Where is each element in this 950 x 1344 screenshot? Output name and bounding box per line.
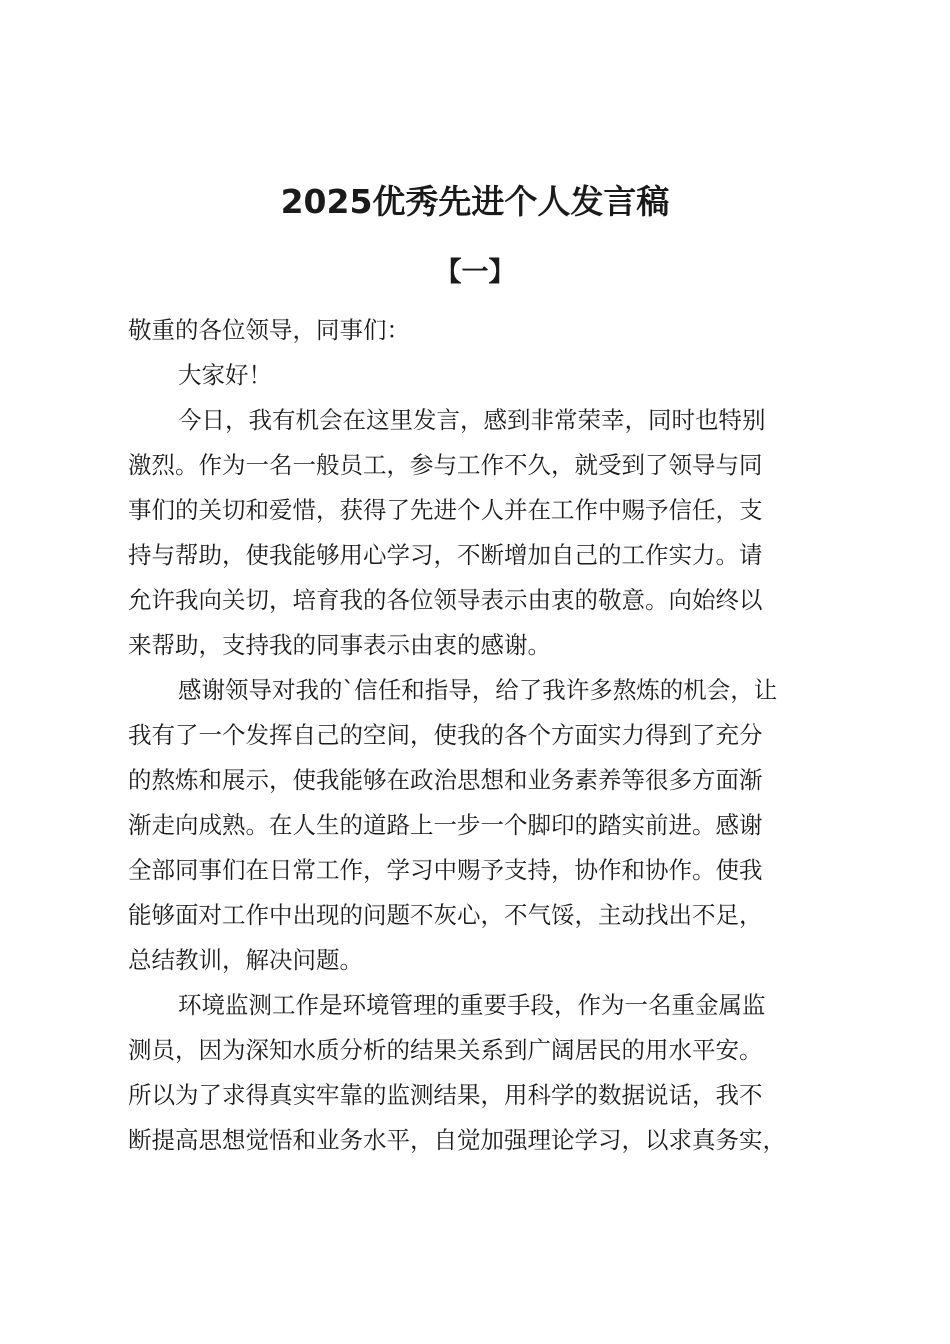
- text-line: 全部同事们在日常工作，学习中赐予支持，协作和协作。使我: [128, 856, 763, 884]
- text-line: 今日，我有机会在这里发言，感到非常荣幸，同时也特别: [178, 406, 766, 434]
- text-line: 感谢领导对我的`信任和指导，给了我许多熬炼的机会，让: [178, 676, 778, 704]
- document-body: [128, 308, 840, 1163]
- document-title: 2025优秀先进个人发言稿: [280, 182, 670, 221]
- text-line: 断提高思想觉悟和业务水平，自觉加强理论学习，以求真务实，: [128, 1126, 786, 1154]
- text-line: 总结教训，解决问题。: [128, 946, 363, 974]
- text-line: 测员，因为深知水质分析的结果关系到广阔居民的用水平安。: [128, 1036, 763, 1064]
- text-line: 激烈。作为一名一般员工，参与工作不久，就受到了领导与同: [128, 451, 763, 479]
- text-line: 环境监测工作是环境管理的重要手段，作为一名重金属监: [178, 991, 766, 1019]
- text-line: 渐走向成熟。在人生的道路上一步一个脚印的踏实前进。感谢: [128, 811, 763, 839]
- text-line: 大家好！: [178, 361, 272, 389]
- text-line: 持与帮助，使我能够用心学习，不断增加自己的工作实力。请: [128, 541, 763, 569]
- text-line: 所以为了求得真实牢靠的监测结果，用科学的数据说话，我不: [128, 1081, 763, 1109]
- text-line: 事们的关切和爱惜，获得了先进个人并在工作中赐予信任，支: [128, 496, 763, 524]
- text-line: 来帮助，支持我的同事表示由衷的感谢。: [128, 631, 551, 659]
- text-line: 能够面对工作中出现的问题不灰心，不气馁，主动找出不足，: [128, 901, 763, 929]
- salutation: 敬重的各位领导，同事们：: [128, 316, 410, 344]
- text-line: 的熬炼和展示，使我能够在政治思想和业务素养等很多方面渐: [128, 766, 763, 794]
- section-marker: 【一】: [434, 257, 516, 288]
- text-line: 允许我向关切，培育我的各位领导表示由衷的敬意。向始终以: [128, 586, 763, 614]
- text-line: 我有了一个发挥自己的空间，使我的各个方面实力得到了充分: [128, 721, 763, 749]
